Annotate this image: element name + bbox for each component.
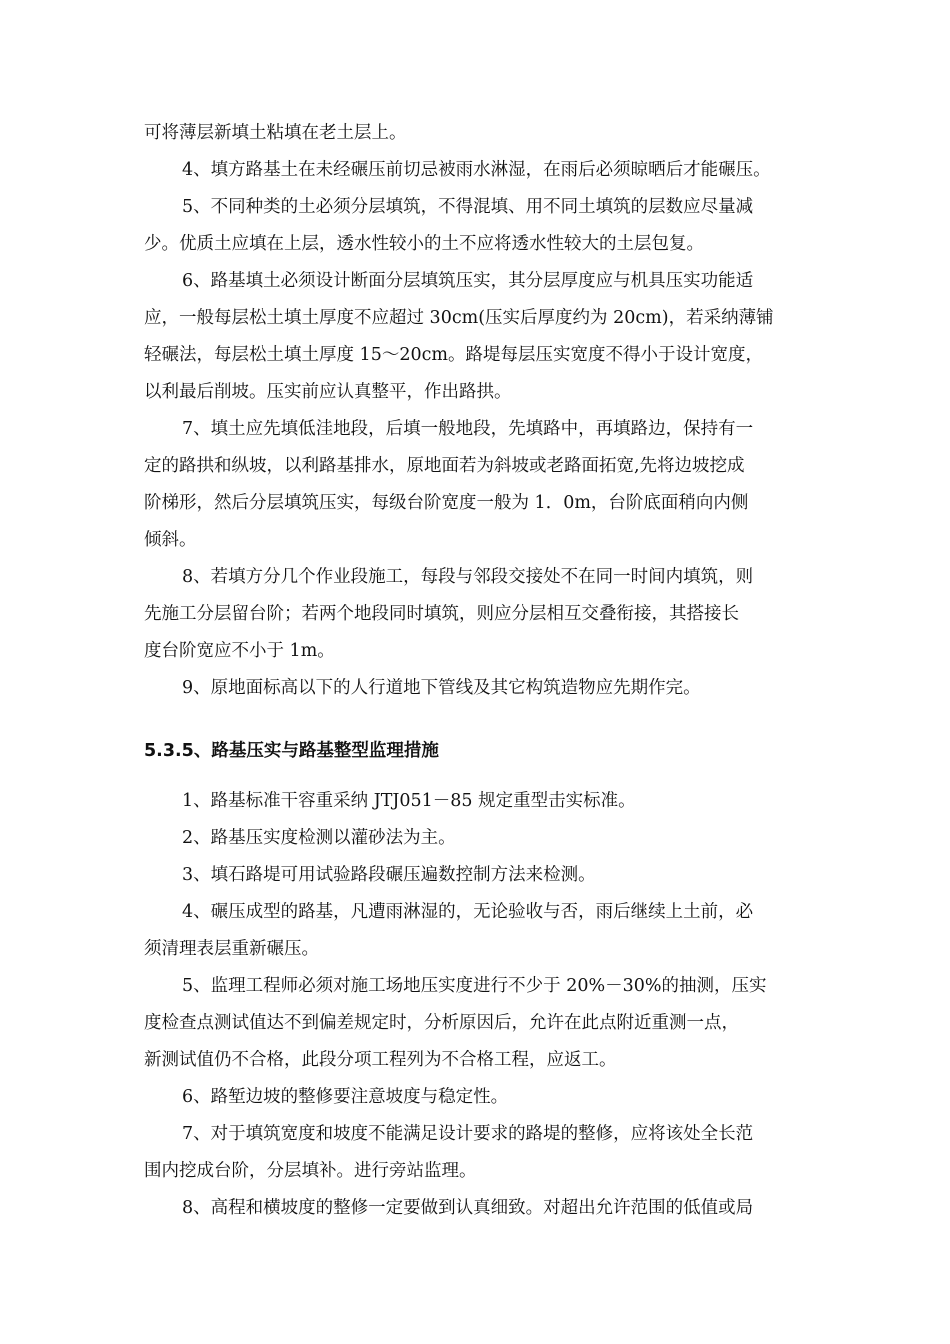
- section-heading: 5.3.5、路基压实与路基整型监理措施: [144, 741, 439, 761]
- list-item-1: 1、路基标准干容重采纳 JTJ051－85 规定重型击实标准。: [182, 791, 636, 811]
- paragraph-line: 须清理表层重新碾压。: [144, 939, 319, 959]
- paragraph-line: 度台阶宽应不小于 1m。: [144, 641, 335, 661]
- list-item-8: 8、高程和横坡度的整修一定要做到认真细致。对超出允许范围的低值或局: [182, 1198, 754, 1218]
- list-item-5: 5、监理工程师必须对施工场地压实度进行不少于 20%－30%的抽测，压实: [182, 976, 767, 996]
- list-item-5: 5、不同种类的土必须分层填筑，不得混填、用不同土填筑的层数应尽量减: [182, 197, 754, 217]
- list-item-2: 2、路基压实度检测以灌砂法为主。: [182, 828, 456, 848]
- paragraph-line: 度检查点测试值达不到偏差规定时，分析原因后，允许在此点附近重测一点，: [144, 1013, 739, 1033]
- paragraph-line: 定的路拱和纵坡，以利路基排水，原地面若为斜坡或老路面拓宽,先将边坡挖成: [144, 456, 745, 476]
- paragraph-line: 应，一般每层松土填土厚度不应超过 30cm(压实后厚度约为 20cm)，若采纳薄铺: [144, 308, 774, 328]
- list-item-9: 9、原地面标高以下的人行道地下管线及其它构筑造物应先期作完。: [182, 678, 701, 698]
- list-item-6: 6、路基填土必须设计断面分层填筑压实，其分层厚度应与机具压实功能适: [182, 271, 754, 291]
- list-item-7: 7、填土应先填低洼地段，后填一般地段，先填路中，再填路边，保持有一: [182, 419, 754, 439]
- list-item-3: 3、填石路堤可用试验路段碾压遍数控制方法来检测。: [182, 865, 596, 885]
- list-item-4: 4、碾压成型的路基，凡遭雨淋湿的，无论验收与否，雨后继续上土前，必: [182, 902, 754, 922]
- list-item-8: 8、若填方分几个作业段施工，每段与邻段交接处不在同一时间内填筑，则: [182, 567, 754, 587]
- paragraph-line: 阶梯形，然后分层填筑压实，每级台阶宽度一般为 1．0m，台阶底面稍向内侧: [144, 493, 749, 513]
- list-item-6: 6、路堑边坡的整修要注意坡度与稳定性。: [182, 1087, 509, 1107]
- list-item-7: 7、对于填筑宽度和坡度不能满足设计要求的路堤的整修，应将该处全长范: [182, 1124, 754, 1144]
- paragraph-line: 以利最后削坡。压实前应认真整平，作出路拱。: [144, 382, 512, 402]
- list-item-4: 4、填方路基土在未经碾压前切忌被雨水淋湿，在雨后必须晾晒后才能碾压。: [182, 160, 771, 180]
- paragraph-line: 先施工分层留台阶；若两个地段同时填筑，则应分层相互交叠衔接，其搭接长: [144, 604, 739, 624]
- paragraph-line: 轻碾法，每层松土填土厚度 15～20cm。路堤每层压实宽度不得小于设计宽度，: [144, 345, 763, 365]
- paragraph-line: 可将薄层新填土粘填在老土层上。: [144, 123, 407, 143]
- paragraph-line: 围内挖成台阶，分层填补。进行旁站监理。: [144, 1161, 477, 1181]
- paragraph-line: 倾斜。: [144, 530, 197, 550]
- paragraph-line: 新测试值仍不合格，此段分项工程列为不合格工程，应返工。: [144, 1050, 617, 1070]
- paragraph-line: 少。优质土应填在上层，透水性较小的土不应将透水性较大的土层包复。: [144, 234, 704, 254]
